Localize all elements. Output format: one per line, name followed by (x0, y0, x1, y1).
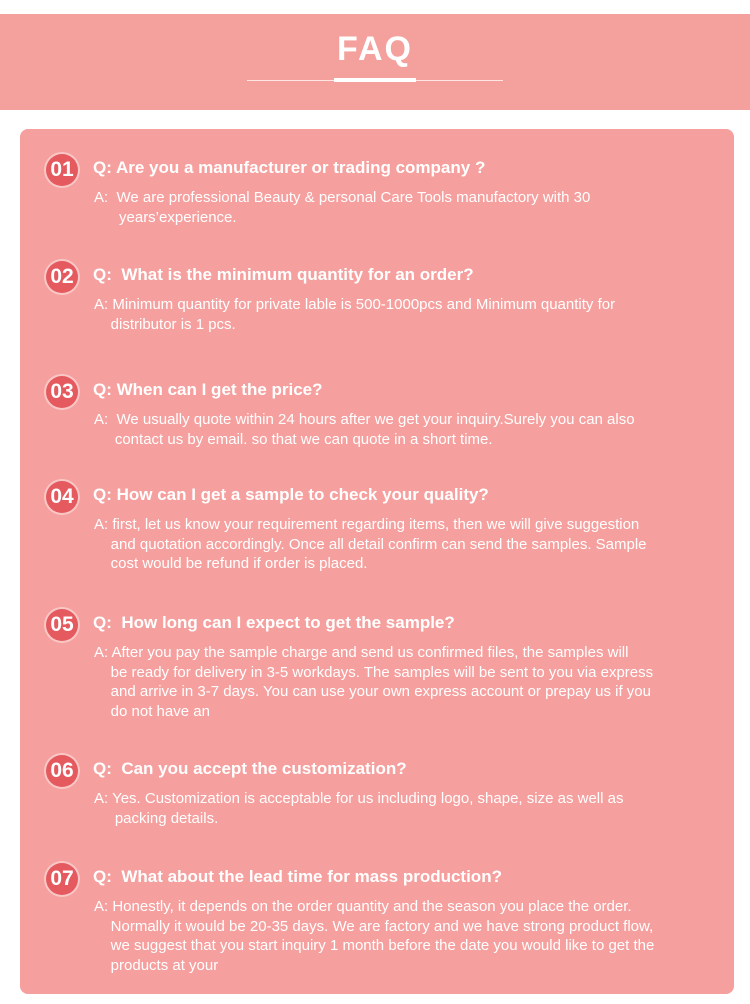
answer-line: packing details. (94, 809, 219, 827)
question-number-badge: 06 (46, 755, 78, 787)
question-number-badge: 03 (46, 376, 78, 408)
faq-question: Q: What is the minimum quantity for an order? (93, 265, 474, 284)
answer-line: A: first, let us know your requirement regarding items, then we will give suggestion (94, 516, 640, 533)
faq-panel (20, 129, 734, 994)
faq-answer (94, 789, 704, 828)
answer-line: A: We usually quote within 24 hours after we get your inquiry.Surely you can also (94, 411, 635, 428)
question-number-badge: 04 (46, 481, 78, 513)
question-number-badge: 05 (46, 609, 78, 641)
answer-line: A: Yes. Customization is acceptable for us including logo, shape, size as well as (94, 790, 624, 807)
answer-line: distributor is 1 pcs. (94, 315, 236, 333)
faq-question: Q: How long can I expect to get the sample? (93, 613, 455, 632)
faq-title: FAQ (337, 30, 413, 68)
answer-line: and quotation accordingly. Once all detail confirm can send the samples. Sample (94, 535, 647, 553)
answer-line: and arrive in 3-7 days. You can use your own express account or prepay us if you (94, 683, 651, 700)
faq-header (0, 14, 750, 110)
faq-answer (94, 515, 704, 574)
faq-question: Q: Are you a manufacturer or trading company ? (93, 158, 486, 177)
faq-answer (94, 410, 704, 449)
answer-line: contact us by email. so that we can quote in a short time. (94, 430, 493, 448)
answer-line: products at your (94, 956, 219, 974)
faq-answer (94, 188, 704, 227)
faq-question: Q: When can I get the price? (93, 380, 323, 399)
answer-line: A: Minimum quantity for private lable is 500-1000pcs and Minimum quantity for (94, 296, 616, 313)
answer-line: Normally it would be 20-35 days. We are factory and we have strong product flow, (94, 917, 654, 935)
faq-answer (94, 295, 704, 334)
faq-question: Q: Can you accept the customization? (93, 759, 407, 778)
title-underline-bar (334, 78, 416, 82)
faq-question: Q: How can I get a sample to check your quality? (93, 485, 489, 504)
answer-line: years’experience. (94, 208, 237, 226)
faq-answer (94, 897, 704, 975)
question-number-badge: 02 (46, 261, 78, 293)
answer-line: be ready for delivery in 3-5 workdays. The samples will be sent to you via express (94, 663, 654, 681)
question-number-badge: 01 (46, 154, 78, 186)
faq-answer (94, 643, 704, 721)
answer-line: we suggest that you start inquiry 1 month before the date you would like to get the (94, 937, 655, 954)
answer-line: do not have an (94, 702, 210, 720)
answer-line: A: After you pay the sample charge and send us confirmed files, the samples will (94, 644, 629, 661)
faq-question: Q: What about the lead time for mass production? (93, 867, 502, 886)
answer-line: A: Honestly, it depends on the order quantity and the season you place the order. (94, 898, 632, 915)
question-number-badge: 07 (46, 863, 78, 895)
answer-line: A: We are professional Beauty & personal Care Tools manufactory with 30 (94, 189, 591, 206)
answer-line: cost would be refund if order is placed. (94, 555, 368, 572)
